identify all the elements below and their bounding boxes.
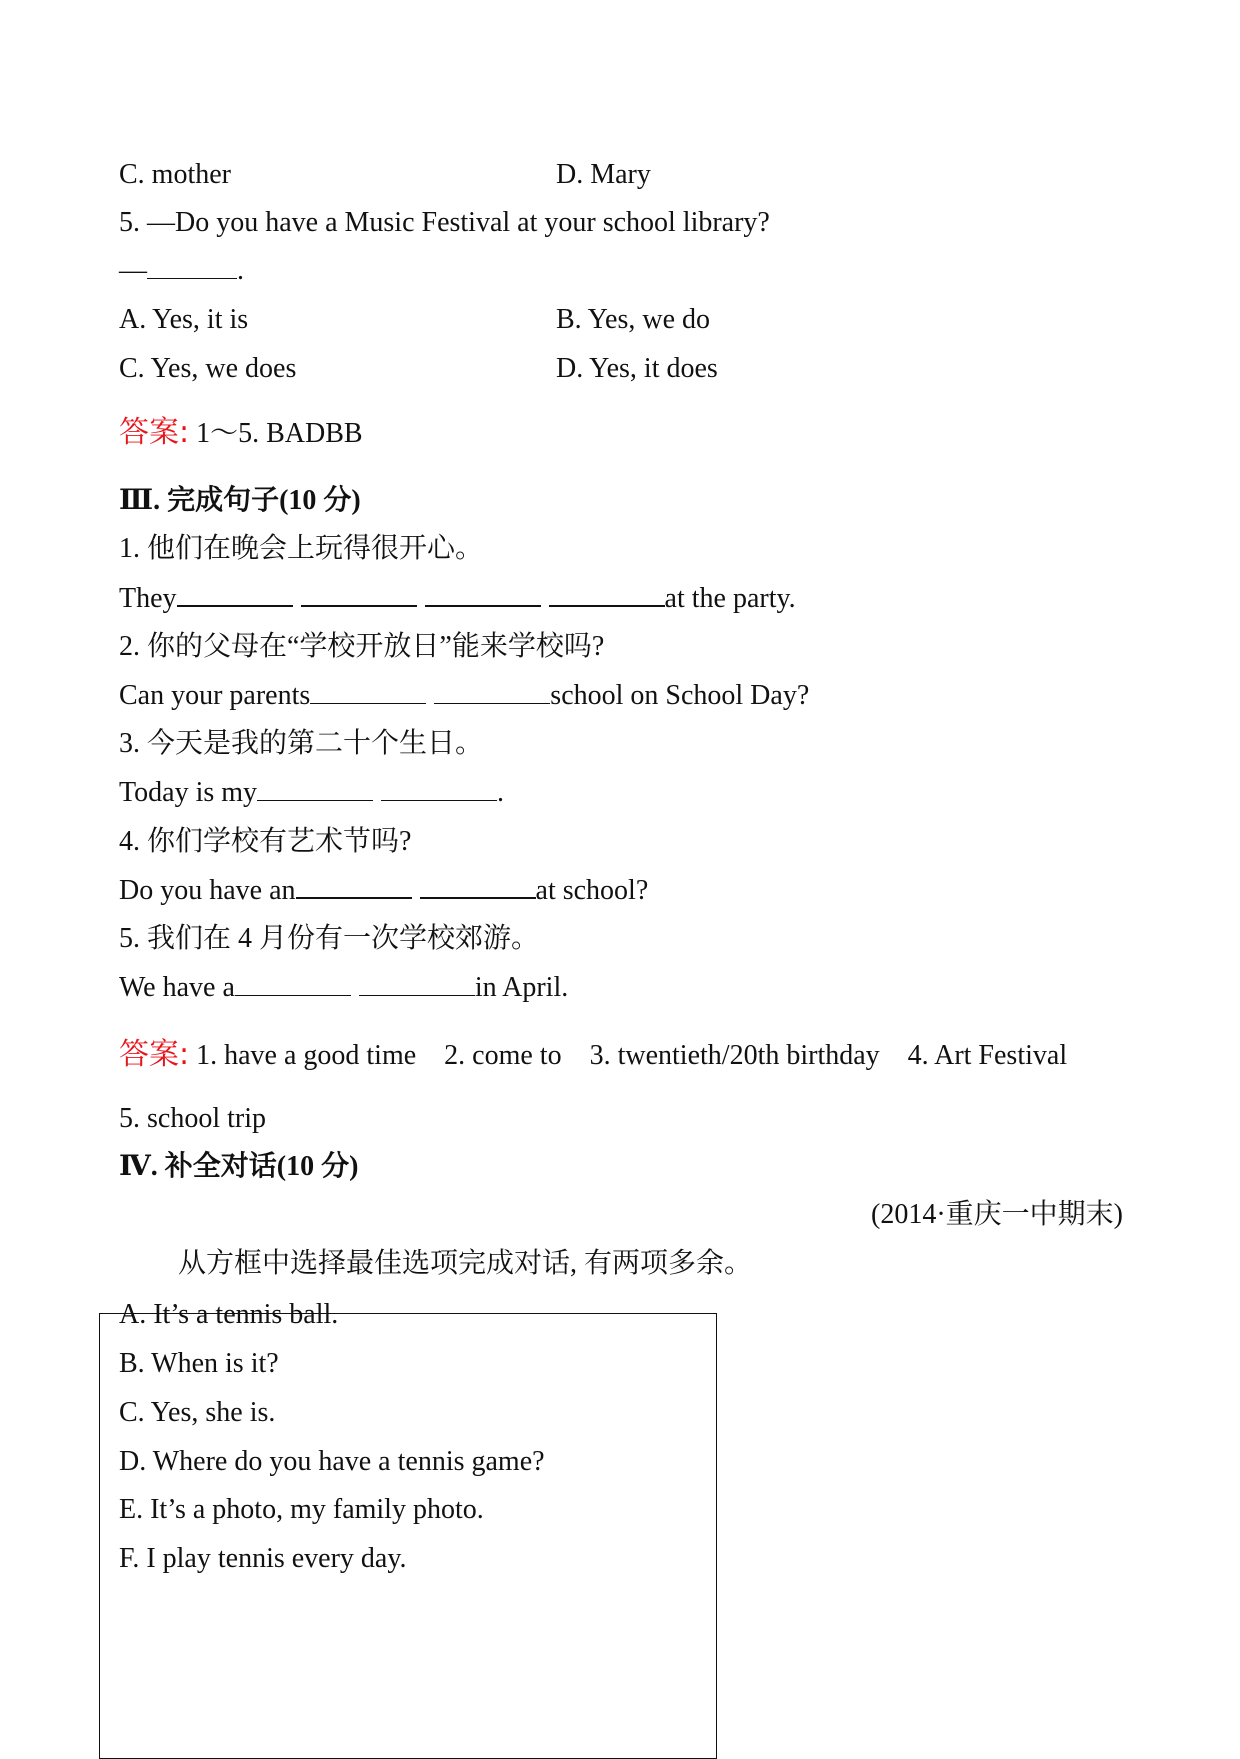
answer-label: 答案:: [119, 1037, 190, 1072]
answer-end: .: [237, 255, 244, 286]
item-3-en: [119, 776, 504, 810]
option-a: A. Yes, it is: [119, 304, 249, 335]
answer-line: [119, 254, 244, 288]
answer-part: 1. have a good time: [196, 1040, 417, 1071]
answer-part: 3. twentieth/20th birthday: [589, 1040, 880, 1071]
answer-part: 2. come to: [444, 1040, 562, 1071]
item-4-pre: Do you have an: [119, 875, 296, 906]
answer-text: 1～5. BADBB: [196, 418, 363, 449]
item-3-post: .: [497, 777, 505, 808]
item-5-en: [119, 971, 568, 1005]
blank: [434, 683, 550, 704]
blank: [310, 683, 426, 704]
item-1-post: at the party.: [664, 583, 796, 614]
blank: [296, 877, 412, 899]
item-2-en: [119, 679, 809, 713]
item-2-pre: Can your parents: [119, 680, 311, 711]
blank: [301, 585, 417, 607]
item-3-cn: 3. 今天是我的第二十个生日。: [119, 728, 484, 759]
item-5-post: in April.: [474, 972, 569, 1003]
item-5-pre: We have a: [119, 972, 235, 1003]
answer-key-2-cont: 5. school trip: [119, 1103, 266, 1134]
box-option-d: D. Where do you have a tennis game?: [119, 1446, 545, 1477]
answer-label: 答案:: [119, 415, 190, 450]
blank: [359, 975, 475, 996]
blank: [177, 585, 293, 607]
option-c: C. mother: [119, 159, 231, 190]
box-option-a: A. It’s a tennis ball.: [119, 1299, 339, 1330]
question-5: 5. —Do you have a Music Festival at your school library?: [119, 207, 770, 238]
item-1-pre: They: [119, 583, 177, 614]
item-4-cn: 4. 你们学校有艺术节吗?: [119, 826, 412, 857]
blank: [420, 877, 536, 899]
instruction: 从方框中选择最佳选项完成对话, 有两项多余。: [178, 1248, 753, 1279]
item-1-en: [119, 582, 796, 616]
section-4-title: Ⅳ. 补全对话(10 分): [119, 1151, 359, 1182]
option-b: B. Yes, we do: [556, 304, 711, 335]
answer-blank: [147, 258, 237, 279]
option-d: D. Mary: [556, 159, 651, 190]
box-option-c: C. Yes, she is.: [119, 1397, 276, 1428]
item-5-cn: 5. 我们在 4 月份有一次学校郊游。: [119, 923, 540, 954]
box-option-f: F. I play tennis every day.: [119, 1543, 407, 1574]
answer-key-2: [119, 1038, 1067, 1073]
answer-part: 4. Art Festival: [907, 1040, 1068, 1071]
option-c: C. Yes, we does: [119, 353, 297, 384]
dash: —: [119, 255, 147, 286]
blank: [235, 975, 351, 996]
source-note: (2014·重庆一中期末): [871, 1199, 1123, 1230]
item-4-en: [119, 874, 648, 908]
item-1-cn: 1. 他们在晚会上玩得很开心。: [119, 533, 484, 564]
box-option-b: B. When is it?: [119, 1348, 279, 1379]
blank: [257, 780, 373, 801]
blank: [549, 585, 665, 607]
section-3-title: Ⅲ. 完成句子(10 分): [119, 485, 361, 516]
item-2-post: school on School Day?: [550, 680, 810, 711]
option-d: D. Yes, it does: [556, 353, 718, 384]
item-4-post: at school?: [535, 875, 649, 906]
item-2-cn: 2. 你的父母在“学校开放日”能来学校吗?: [119, 631, 605, 662]
blank: [381, 780, 497, 801]
answer-key-1: [119, 416, 363, 451]
blank: [425, 585, 541, 607]
box-option-e: E. It’s a photo, my family photo.: [119, 1494, 484, 1525]
item-3-pre: Today is my: [119, 777, 258, 808]
